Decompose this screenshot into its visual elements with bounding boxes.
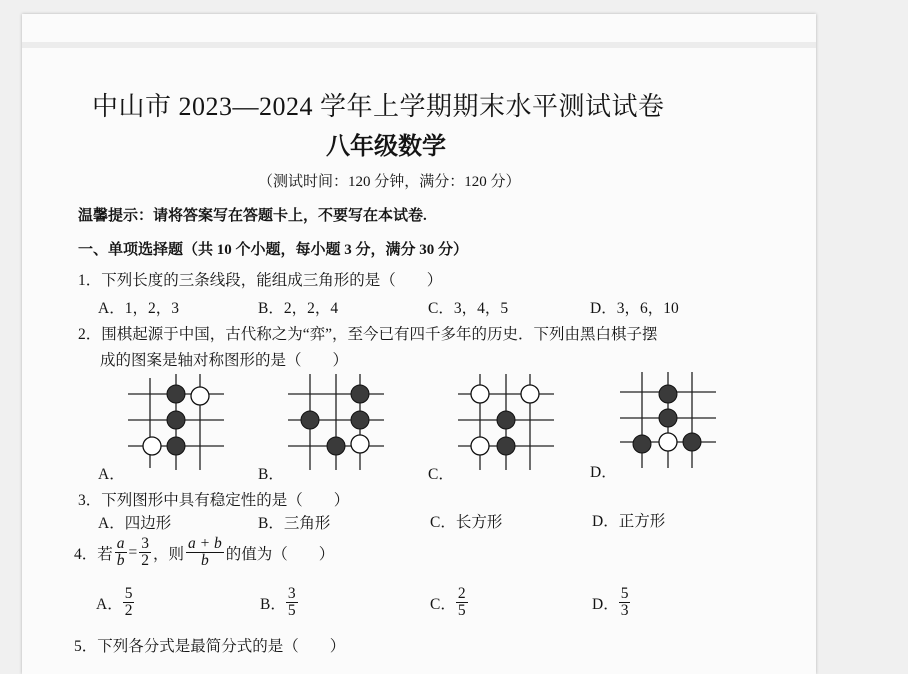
question-4 <box>74 536 334 570</box>
q1-option-a: A．1，2，3 <box>98 300 179 317</box>
go-diagram-b <box>286 370 386 472</box>
warm-tip: 温馨提示：请将答案写在答题卡上，不要写在本试卷. <box>78 208 427 224</box>
q4-option-a-label: A． <box>96 595 123 613</box>
q4-option-c-denominator: 5 <box>457 602 466 620</box>
go-diagram-d <box>618 368 718 470</box>
question-3: 3．下列图形中具有稳定性的是（ ） <box>78 492 350 509</box>
q4-option-d-label: D． <box>592 595 619 613</box>
q3-option-b: B．三角形 <box>258 515 331 532</box>
q4-option-c-label: C． <box>430 595 456 613</box>
question-5: 5．下列各分式是最简分式的是（ ） <box>74 638 346 655</box>
q4-option-a-fraction <box>123 586 135 620</box>
q2-label-b: B． <box>258 466 284 483</box>
q4-equals: = <box>128 543 138 561</box>
q4-frac2-denominator: 2 <box>141 552 150 570</box>
q1-option-c: C．3，4，5 <box>428 300 509 317</box>
q4-fraction-3-over-2 <box>139 536 151 570</box>
q4-frac1-denominator: b <box>116 552 125 570</box>
q2-label-a: A． <box>98 466 125 483</box>
exam-subtitle: 八年级数学 <box>326 132 446 160</box>
q4-option-d <box>592 586 630 620</box>
q2-label-d: D． <box>590 464 617 481</box>
question-2-line2: 成的图案是轴对称图形的是（ ） <box>100 352 349 369</box>
q4-fraction-a-plus-b-over-b <box>186 536 224 570</box>
q4-suffix: 的值为（ ） <box>225 545 335 563</box>
q1-option-b: B．2，2，4 <box>258 300 339 317</box>
q4-option-d-numerator: 5 <box>620 585 629 602</box>
q1-option-d: D．3，6，10 <box>590 300 679 317</box>
time-info: （测试时间：120 分钟，满分：120 分） <box>258 174 521 190</box>
question-1: 1．下列长度的三条线段，能组成三角形的是（ ） <box>78 272 443 289</box>
q4-option-c <box>430 586 468 620</box>
go-diagram-c <box>456 370 556 472</box>
q3-option-d: D．正方形 <box>592 513 666 530</box>
q3-option-a: A．四边形 <box>98 515 172 532</box>
go-diagram-a <box>126 370 226 472</box>
q4-prefix: 4．若 <box>74 545 113 563</box>
q4-fraction-a-over-b <box>115 536 127 570</box>
q4-frac3-numerator: a + b <box>188 535 222 552</box>
q4-frac2-numerator: 3 <box>141 535 150 552</box>
q4-option-d-fraction <box>619 586 631 620</box>
q2-label-c: C． <box>428 466 454 483</box>
q4-option-b <box>260 586 298 620</box>
q4-option-d-denominator: 3 <box>620 602 629 620</box>
q3-option-c: C．长方形 <box>430 514 503 531</box>
q4-option-a-denominator: 2 <box>124 602 133 620</box>
q4-option-b-fraction <box>286 586 298 620</box>
q4-mid: ，则 <box>153 545 185 563</box>
section-heading: 一、单项选择题（共 10 个小题，每小题 3 分，满分 30 分） <box>78 242 469 258</box>
q4-option-a <box>96 586 134 620</box>
q4-frac1-numerator: a <box>116 535 125 552</box>
question-2-line1: 2．围棋起源于中国，古代称之为“弈”，至今已有四千多年的历史．下列由黑白棋子摆 <box>78 326 658 343</box>
q4-option-a-numerator: 5 <box>124 585 133 602</box>
q4-option-b-denominator: 5 <box>287 602 296 620</box>
q4-option-c-numerator: 2 <box>457 585 466 602</box>
q4-option-b-numerator: 3 <box>287 585 296 602</box>
q4-option-c-fraction <box>456 586 468 620</box>
q4-option-b-label: B． <box>260 595 286 613</box>
exam-title: 中山市 2023—2024 学年上学期期末水平测试试卷 <box>92 92 665 121</box>
q4-frac3-denominator: b <box>201 552 209 570</box>
